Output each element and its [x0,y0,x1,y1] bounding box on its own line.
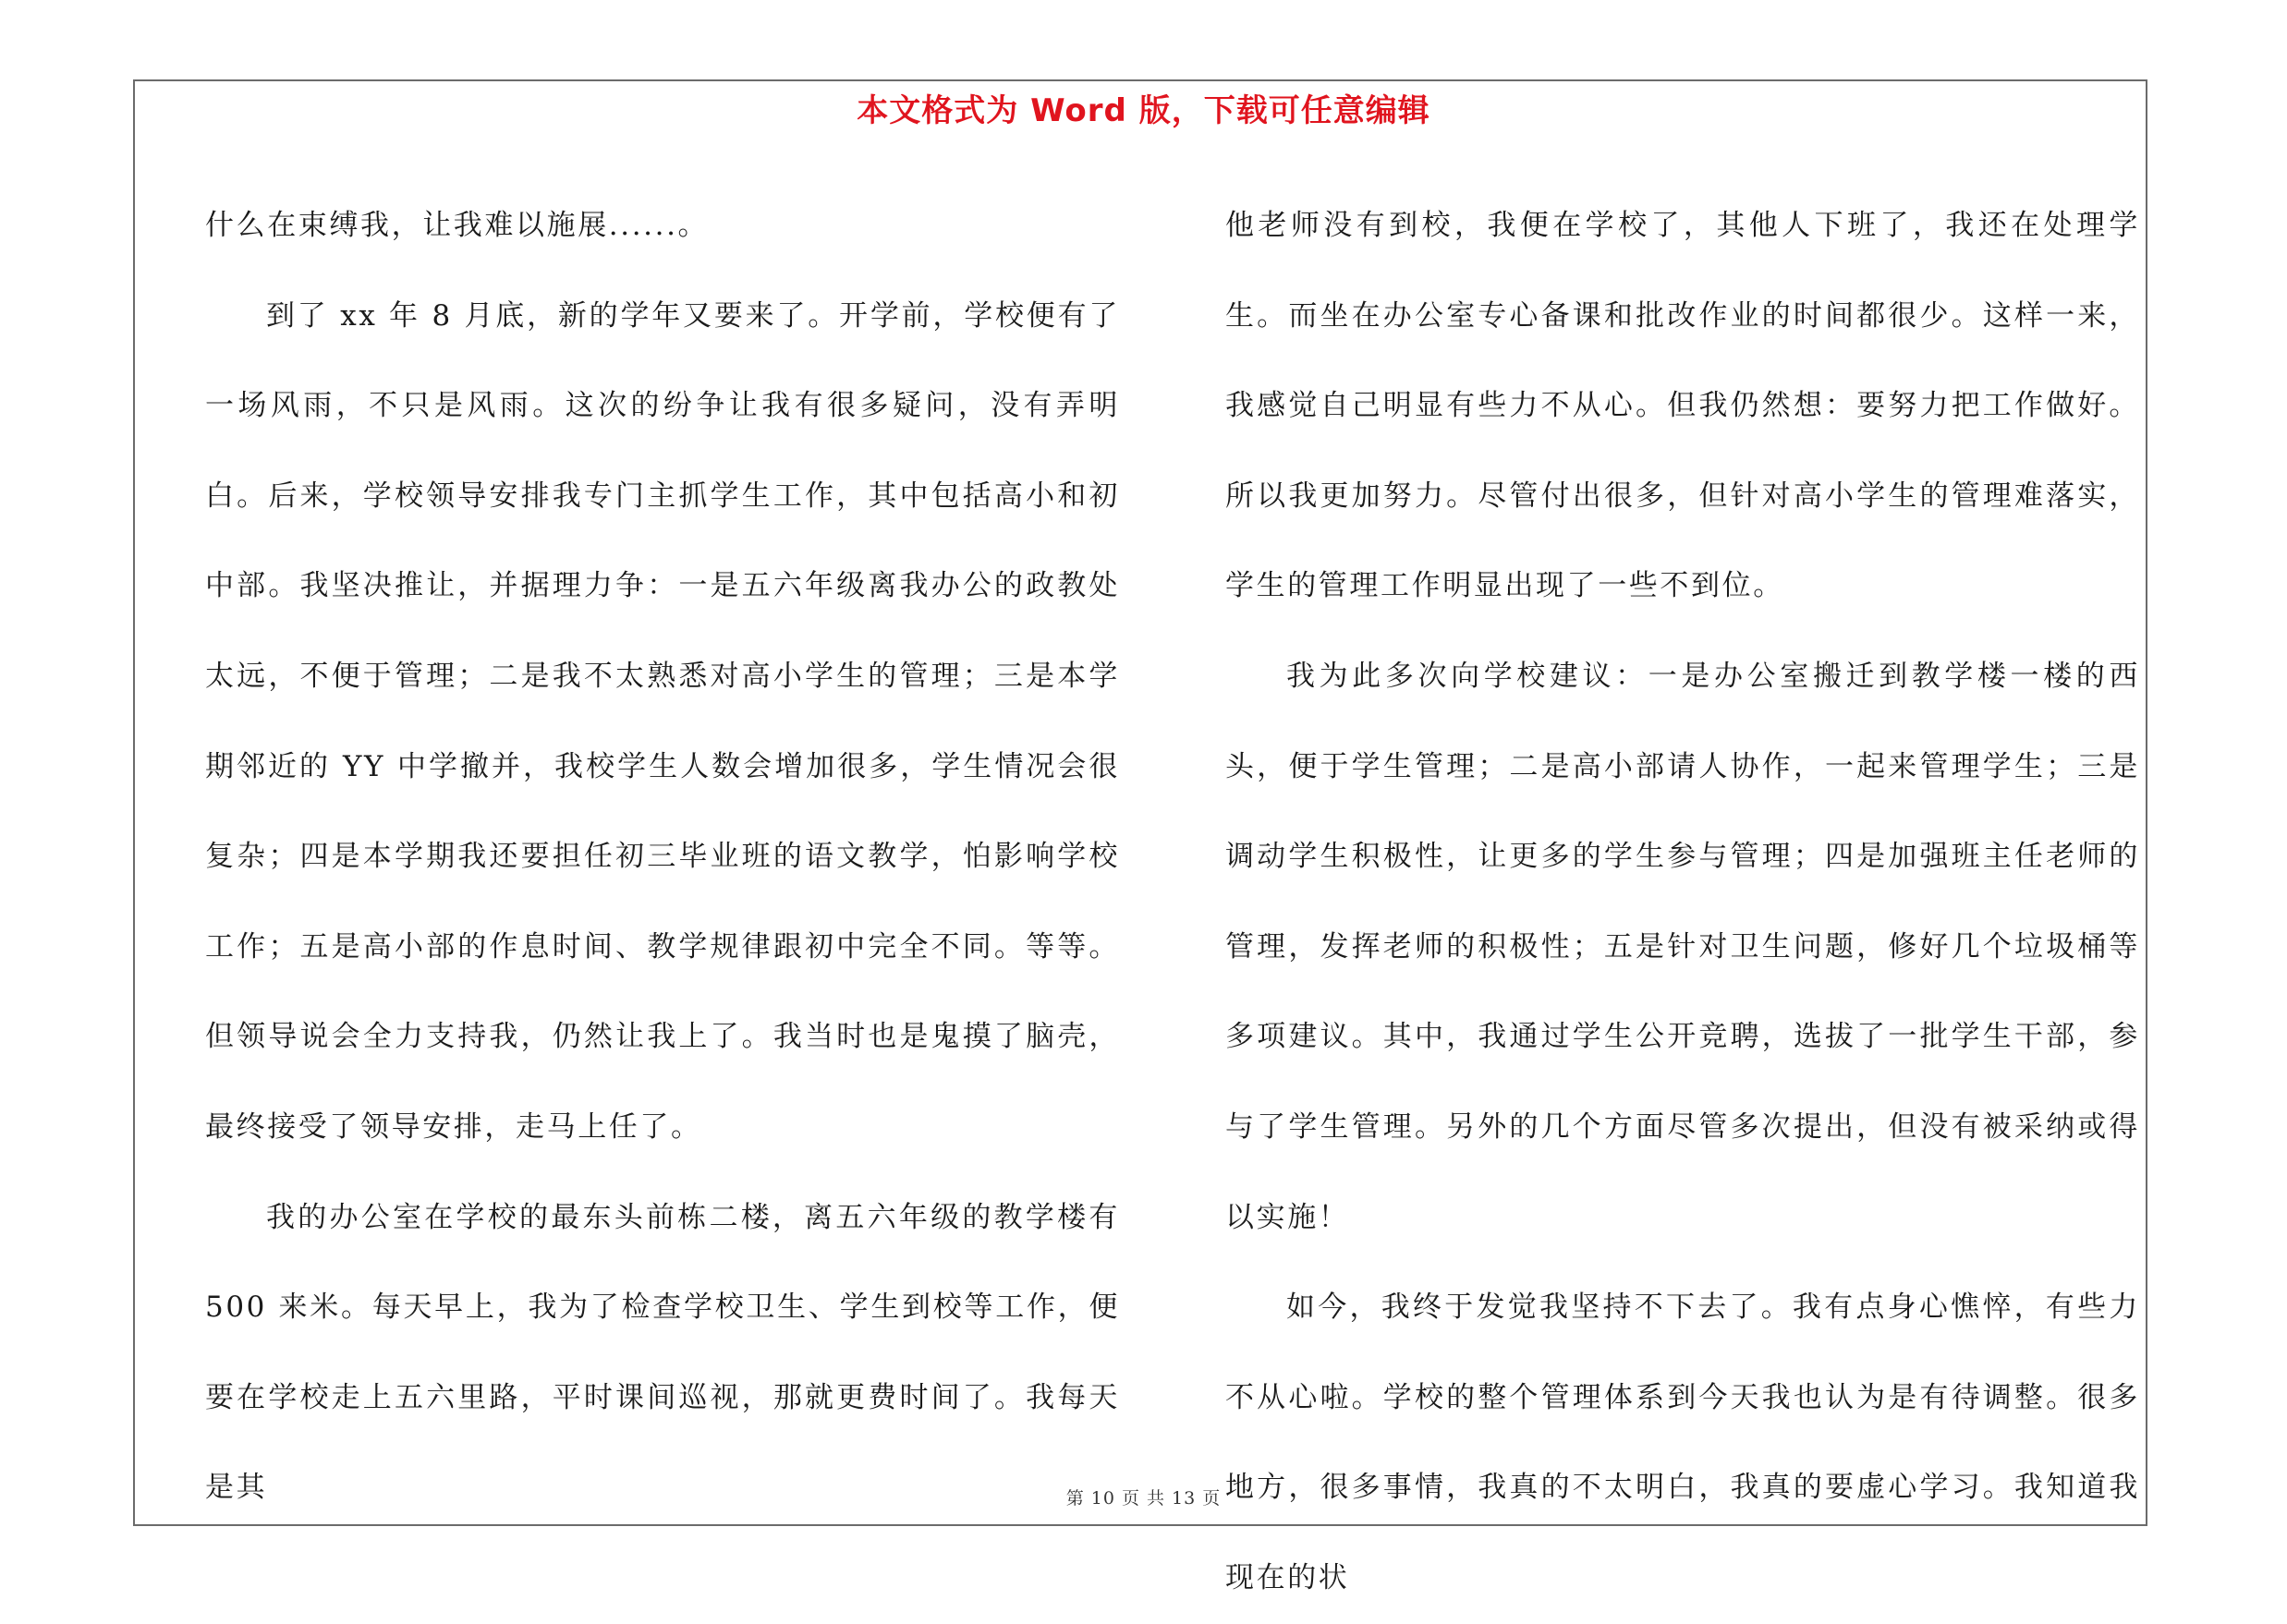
page-number: 第 10 页 共 13 页 [1065,1488,1222,1509]
format-banner: 本文格式为 Word 版，下载可任意编辑 [857,92,1430,129]
paragraph: 到了 xx 年 8 月底，新的学年又要来了。开学前，学校便有了一场风雨，不只是风雨。这次的纷争让我有很多疑问，没有弄明白。后来，学校领导安排我专门主抓学生工作，其中包括高小和初中部。我坚决推让，并据理力争：一是五六年级离我办公的政教处太远，不便于管理；二是我不太熟悉对高小学生的管理；三是本学期邻近的 YY 中学撤并，我校学生人数会增加很多，学生情况会很复杂；四是本学期我还要担任初三毕业班的语文教学，怕影响学校工作；五是高小部的作息时间、教学规律跟初中完全不同。等等。但领导说会全力支持我，仍然让我上了。我当时也是鬼摸了脑壳，最终接受了领导安排，走马上任了。 [205,298,1120,1144]
paragraph: 我的办公室在学校的最东头前栋二楼，离五六年级的教学楼有 500 来米。每天早上，我为了检查学校卫生、学生到校等工作，便要在学校走上五六里路，平时课间巡视，那就更费时间了。我每天是其 [205,1200,1120,1505]
paragraph: 如今，我终于发觉我坚持不下去了。我有点身心憔悴，有些力不从心啦。学校的整个管理体系到今天我也认为是有待调整。很多地方，很多事情，我真的不太明白，我真的要虚心学习。我知道我现在的状 [1225,1291,2140,1594]
right-column [1225,181,2140,1624]
paragraph: 他老师没有到校，我便在学校了，其他人下班了，我还在处理学生。而坐在办公室专心备课和批改作业的时间都很少。这样一来，我感觉自己明显有些力不从心。但我仍然想：要努力把工作做好。所以我更加努力。尽管付出很多，但针对高小学生的管理难落实，学生的管理工作明显出现了一些不到位。 [1225,209,2140,603]
paragraph: 什么在束缚我，让我难以施展......。 [205,209,710,242]
paragraph: 我为此多次向学校建议：一是办公室搬迁到教学楼一楼的西头，便于学生管理；二是高小部请人协作，一起来管理学生；三是调动学生积极性，让更多的学生参与管理；四是加强班主任老师的管理，发挥老师的积极性；五是针对卫生问题，修好几个垃圾桶等多项建议。其中，我通过学生公开竞聘，选拔了一批学生干部，参与了学生管理。另外的几个方面尽管多次提出，但没有被采纳或得以实施！ [1225,659,2140,1234]
left-column [205,181,1120,1533]
